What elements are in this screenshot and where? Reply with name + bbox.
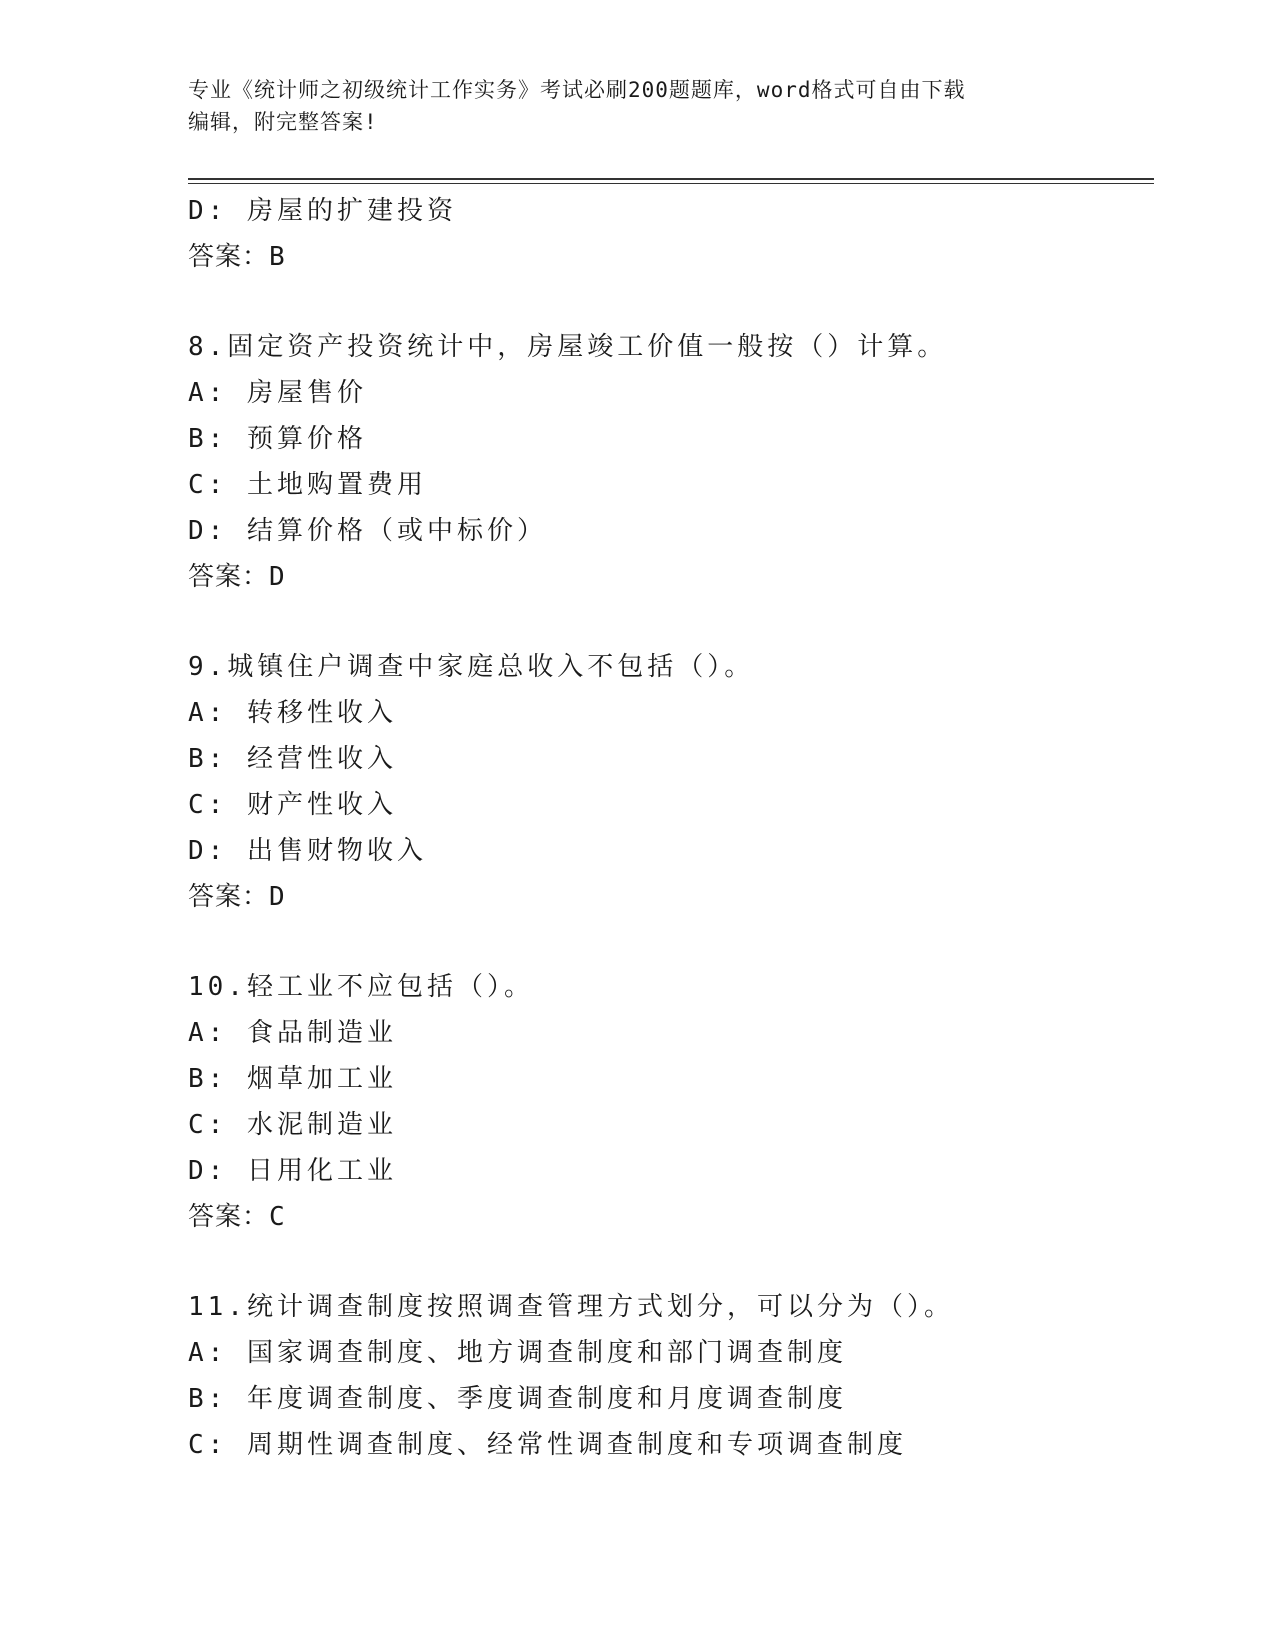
header-line-1: 专业《统计师之初级统计工作实务》考试必刷200题题库，word格式可自由下载 (188, 78, 966, 102)
answer: 答案：D (188, 882, 286, 912)
answer: 答案：B (188, 242, 286, 272)
header-line-2: 编辑，附完整答案! (188, 110, 378, 134)
question-9 (188, 644, 1148, 920)
option-b: B: 烟草加工业 (188, 1064, 397, 1094)
option-c: C: 土地购置费用 (188, 470, 427, 500)
answer: 答案：D (188, 562, 286, 592)
option-a: A: 转移性收入 (188, 698, 397, 728)
option-c: C: 周期性调查制度、经常性调查制度和专项调查制度 (188, 1430, 907, 1460)
option-a: A: 房屋售价 (188, 378, 367, 408)
header-rule (188, 178, 1154, 180)
option-c: C: 财产性收入 (188, 790, 397, 820)
document-header (188, 74, 1088, 138)
question-11 (188, 1284, 1148, 1468)
question-text: 11.统计调查制度按照调查管理方式划分，可以分为（）。 (188, 1292, 954, 1322)
option-b: B: 年度调查制度、季度调查制度和月度调查制度 (188, 1384, 847, 1414)
question-list (188, 188, 1148, 1468)
option-d: D: 结算价格（或中标价） (188, 516, 547, 546)
option-c: C: 水泥制造业 (188, 1110, 397, 1140)
option-d: D: 房屋的扩建投资 (188, 196, 457, 226)
answer: 答案：C (188, 1202, 286, 1232)
option-a: A: 食品制造业 (188, 1018, 397, 1048)
option-d: D: 日用化工业 (188, 1156, 397, 1186)
option-a: A: 国家调查制度、地方调查制度和部门调查制度 (188, 1338, 847, 1368)
header-rule-thin (188, 183, 1154, 184)
question-text: 9.城镇住户调查中家庭总收入不包括（）。 (188, 652, 755, 682)
option-b: B: 经营性收入 (188, 744, 397, 774)
option-b: B: 预算价格 (188, 424, 367, 454)
question-8 (188, 324, 1148, 600)
question-10 (188, 964, 1148, 1240)
question-text: 10.轻工业不应包括（）。 (188, 972, 534, 1002)
option-d: D: 出售财物收入 (188, 836, 427, 866)
question-text: 8.固定资产投资统计中，房屋竣工价值一般按（）计算。 (188, 332, 948, 362)
